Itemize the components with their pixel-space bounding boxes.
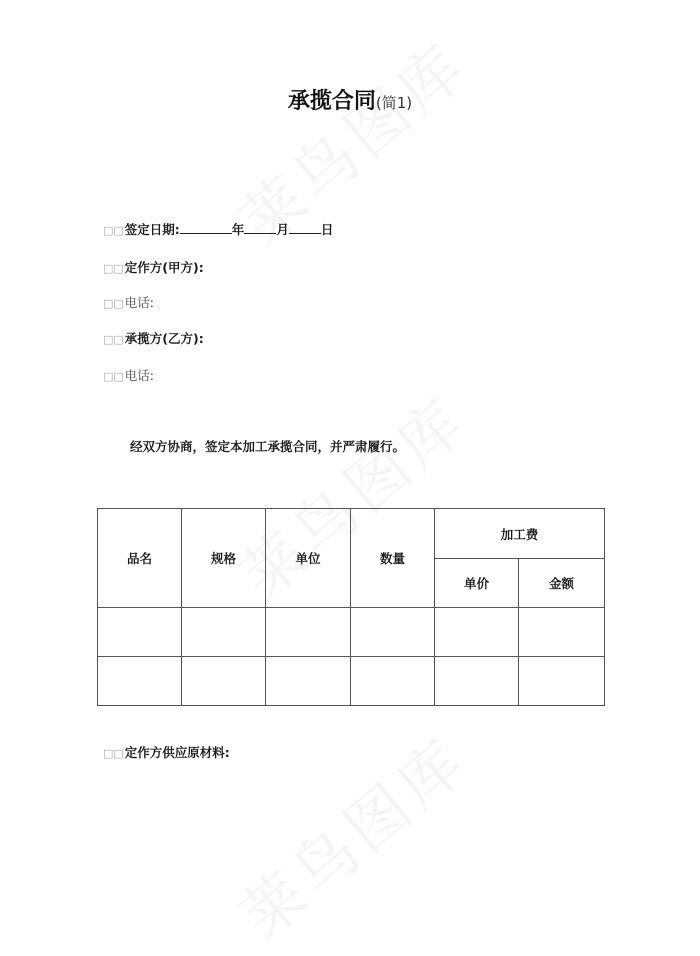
- table-cell[interactable]: [98, 657, 182, 706]
- table-cell[interactable]: [266, 608, 351, 657]
- party-b-phone-label: 电话:: [124, 368, 155, 383]
- table-cell[interactable]: [98, 608, 182, 657]
- party-a-phone-label: 电话:: [124, 295, 155, 310]
- header-unit: 单位: [266, 509, 351, 608]
- day-label: 日: [320, 222, 334, 237]
- title-main: 承揽合同: [287, 89, 376, 114]
- box-marks: □□: [103, 262, 124, 275]
- box-marks: □□: [103, 370, 124, 383]
- table-cell[interactable]: [351, 657, 435, 706]
- header-amount: 金额: [519, 559, 605, 608]
- items-table: [97, 508, 605, 706]
- sign-date-label: 签定日期:: [124, 222, 180, 237]
- table-header-row: [98, 509, 605, 559]
- title-suffix: (简1): [375, 94, 413, 112]
- table-cell[interactable]: [519, 608, 605, 657]
- box-marks: □□: [103, 297, 124, 310]
- intro-paragraph: 经双方协商，签定本加工承揽合同，并严肃履行。: [130, 439, 406, 454]
- header-unit-price: 单价: [435, 559, 519, 608]
- table-cell[interactable]: [435, 608, 519, 657]
- table-cell[interactable]: [435, 657, 519, 706]
- year-blank[interactable]: [180, 221, 232, 234]
- table-cell[interactable]: [182, 657, 266, 706]
- month-label: 月: [276, 222, 289, 237]
- document-title: [0, 84, 700, 115]
- table-cell[interactable]: [266, 657, 351, 706]
- month-blank[interactable]: [244, 221, 276, 234]
- header-spec: 规格: [182, 509, 266, 608]
- table-row: [98, 657, 605, 706]
- table-cell[interactable]: [351, 608, 435, 657]
- field-party-b: [103, 329, 204, 347]
- table-row: [98, 608, 605, 657]
- table-cell[interactable]: [519, 657, 605, 706]
- party-b-label: 承揽方(乙方):: [124, 331, 204, 346]
- header-quantity: 数量: [351, 509, 435, 608]
- box-marks: □□: [103, 747, 124, 760]
- field-party-b-phone: [103, 366, 154, 384]
- field-party-a: [103, 258, 204, 276]
- field-materials: [103, 743, 230, 761]
- box-marks: □□: [103, 224, 124, 237]
- materials-label: 定作方供应原材料:: [124, 745, 230, 760]
- box-marks: □□: [103, 333, 124, 346]
- watermark: [218, 713, 484, 956]
- year-label: 年: [231, 222, 245, 237]
- header-name: 品名: [98, 509, 182, 608]
- day-blank[interactable]: [289, 221, 321, 234]
- field-sign-date: [103, 220, 333, 238]
- table-cell[interactable]: [182, 608, 266, 657]
- header-processing-fee: 加工费: [435, 509, 605, 559]
- party-a-label: 定作方(甲方):: [124, 260, 204, 275]
- field-party-a-phone: [103, 293, 154, 311]
